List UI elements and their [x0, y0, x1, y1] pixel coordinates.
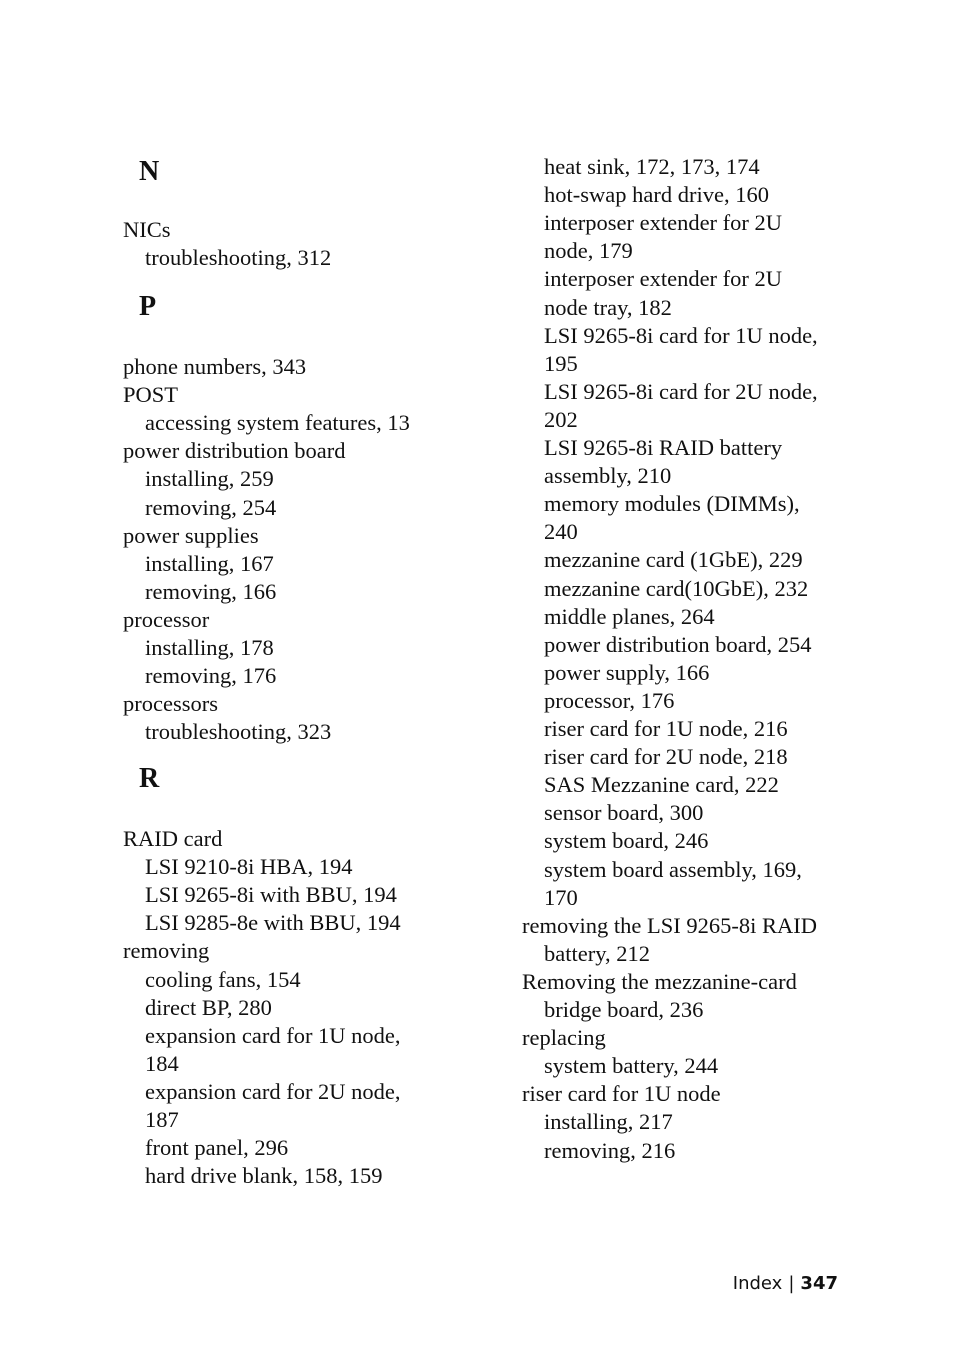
index-subentry: 184 — [145, 1050, 179, 1076]
index-subentry: 195 — [544, 350, 578, 376]
index-subentry: SAS Mezzanine card, 222 — [544, 772, 779, 798]
index-subentry: power distribution board, 254 — [544, 631, 812, 657]
index-subentry: LSI 9265-8i card for 1U node, — [544, 322, 818, 348]
index-subentry: power supply, 166 — [544, 659, 710, 685]
index-subentry: node tray, 182 — [544, 294, 672, 320]
index-subentry: 170 — [544, 884, 578, 910]
index-subentry: riser card for 1U node, 216 — [544, 716, 788, 741]
index-subentry: processor, 176 — [544, 687, 675, 713]
index-subentry: heat sink, 172, 173, 174 — [544, 154, 760, 179]
footer-separator: | — [788, 1273, 795, 1294]
index-subentry: interposer extender for 2U — [544, 210, 783, 236]
index-entry: processor — [123, 606, 210, 632]
index-entry: processors — [123, 691, 218, 717]
index-subentry: middle planes, 264 — [544, 603, 715, 629]
index-subentry: battery, 212 — [544, 940, 651, 966]
index-subentry: troubleshooting, 312 — [145, 245, 332, 271]
index-subentry: LSI 9285-8e with BBU, 194 — [145, 910, 401, 936]
index-entry: removing — [123, 938, 210, 964]
index-subentry: expansion card for 2U node, — [145, 1078, 401, 1104]
index-subentry: expansion card for 1U node, — [145, 1022, 401, 1048]
index-subentry: installing, 178 — [145, 635, 274, 660]
index-subentry: removing, 254 — [145, 494, 277, 520]
index-entry: RAID card — [123, 826, 223, 851]
index-subentry: interposer extender for 2U — [544, 266, 783, 292]
section-letter-p: P — [139, 291, 157, 322]
section-letter-n: N — [139, 156, 160, 187]
section-letter-r: R — [139, 763, 160, 794]
index-entry: NICs — [123, 217, 171, 242]
index-entry: Removing the mezzanine-card — [522, 968, 797, 994]
index-subentry: sensor board, 300 — [544, 800, 704, 826]
index-subentry: hard drive blank, 158, 159 — [145, 1163, 383, 1189]
index-subentry: mezzanine card (1GbE), 229 — [544, 547, 803, 573]
index-subentry: direct BP, 280 — [145, 994, 272, 1020]
index-subentry: LSI 9210-8i HBA, 194 — [145, 854, 353, 880]
index-entry: POST — [123, 382, 179, 408]
index-subentry: removing, 166 — [145, 578, 277, 604]
index-subentry: LSI 9265-8i RAID battery — [544, 435, 783, 460]
index-subentry: bridge board, 236 — [544, 997, 704, 1022]
index-subentry: 202 — [544, 406, 578, 432]
index-subentry: riser card for 2U node, 218 — [544, 744, 788, 770]
index-entry: riser card for 1U node — [522, 1081, 721, 1107]
index-subentry: front panel, 296 — [145, 1135, 289, 1161]
index-subentry: memory modules (DIMMs), — [544, 491, 800, 517]
index-entry: power distribution board — [123, 438, 346, 464]
index-subentry: cooling fans, 154 — [145, 966, 301, 992]
index-subentry: 187 — [145, 1107, 179, 1132]
index-subentry: installing, 259 — [145, 466, 274, 492]
index-subentry: node, 179 — [544, 238, 633, 264]
index-subentry: LSI 9265-8i card for 2U node, — [544, 378, 818, 404]
index-subentry: troubleshooting, 323 — [145, 719, 332, 745]
index-entry: power supplies — [123, 522, 259, 548]
index-subentry: hot-swap hard drive, 160 — [544, 182, 769, 208]
index-entry: replacing — [522, 1025, 606, 1051]
index-subentry: assembly, 210 — [544, 463, 672, 489]
index-subentry: installing, 167 — [145, 550, 274, 576]
index-subentry: installing, 217 — [544, 1109, 673, 1135]
index-entry: removing the LSI 9265-8i RAID — [522, 912, 817, 938]
index-subentry: LSI 9265-8i with BBU, 194 — [145, 882, 397, 908]
index-subentry: system board assembly, 169, — [544, 856, 802, 882]
index-subentry: 240 — [544, 519, 578, 545]
index-subentry: accessing system features, 13 — [145, 410, 410, 436]
page-number: 347 — [800, 1273, 838, 1294]
page-footer — [733, 1272, 838, 1296]
index-subentry: system battery, 244 — [544, 1053, 719, 1079]
footer-section-label: Index — [732, 1273, 783, 1294]
index-subentry: system board, 246 — [544, 828, 709, 854]
index-entry: phone numbers, 343 — [123, 354, 307, 379]
index-subentry: mezzanine card(10GbE), 232 — [544, 575, 809, 601]
index-subentry: removing, 216 — [544, 1137, 676, 1163]
index-subentry: removing, 176 — [145, 663, 277, 689]
